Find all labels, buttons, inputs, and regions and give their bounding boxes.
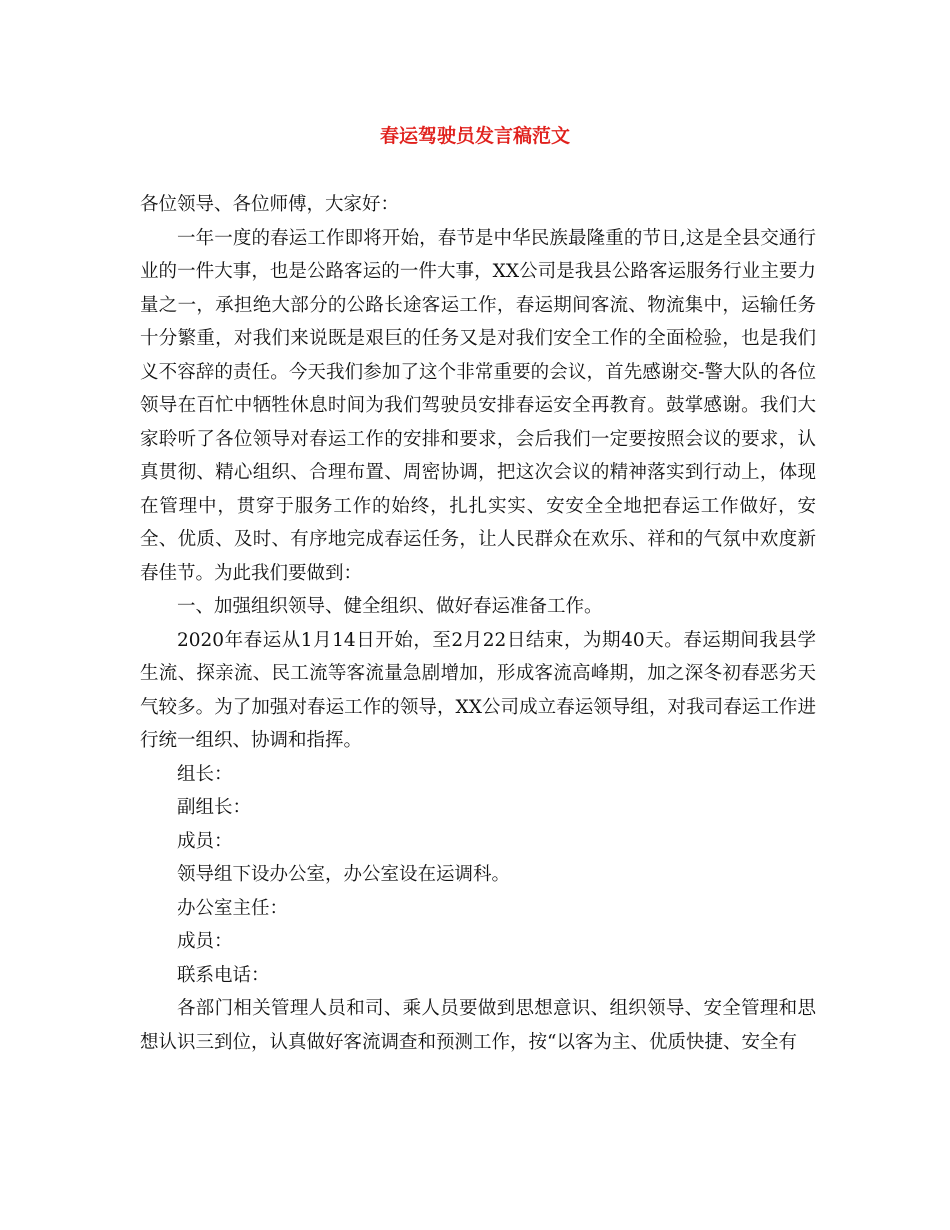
intro-paragraph: 一年一度的春运工作即将开始，春节是中华民族最隆重的节日,这是全县交通行业的一件大事，也是公路客运的一件大事，XX公司是我县公路客运服务行业主要力量之一，承担绝大部分的公路长途客运工作，春运期间客流、物流集中，运输任务十分繁重，对我们来说既是艰巨的任务又是对我们安全工作的全面检验，也是我们义不容辞的责任。今天我们参加了这个非常重要的会议，首先感谢交-警大队的各位领导在百忙中牺牲休息时间为我们驾驶员安排春运安全再教育。鼓掌感谢。我们大家聆听了各位领导对春运工作的安排和要求，会后我们一定要按照会议的要求，认真贯彻、精心组织、合理布置、周密协调，把这次会议的精神落实到行动上，体现在管理中，贯穿于服务工作的始终，扎扎实实、安安全全地把春运工作做好，安全、优质、及时、有序地完成春运任务，让人民群众在欢乐、祥和的气氛中欢度新春佳节。为此我们要做到： [140, 227, 816, 584]
office-director-line: 办公室主任： [177, 897, 289, 919]
schedule-paragraph: 2020年春运从1月14日开始，至2月22日结束，为期40天。春运期间我县学生流、探亲流、民工流等客流量急剧增加，形成客流高峰期，加之深冬初春恶劣天气较多。为了加强对春运工作的领导，XX公司成立春运领导组，对我司春运工作进行统一组织、协调和指挥。 [140, 629, 816, 751]
contact-phone-line: 联系电话： [177, 964, 270, 986]
members-line: 成员： [177, 830, 233, 852]
document-title: 春运驾驶员发言稿范文 [379, 125, 570, 147]
office-members-line: 成员： [177, 931, 233, 952]
office-paragraph: 领导组下设办公室，办公室设在运调科。 [177, 864, 511, 885]
greeting-paragraph: 各位领导、各位师傅，大家好： [140, 194, 400, 215]
requirements-paragraph: 各部门相关管理人员和司、乘人员要做到思想意识、组织领导、安全管理和思想认识三到位，认真做好客流调查和预测工作，按“以客为主、优质快捷、安全有 [140, 998, 816, 1053]
leader-line: 组长： [177, 763, 233, 785]
section-heading-1: 一、加强组织领导、健全组织、做好春运准备工作。 [177, 596, 603, 617]
document-body [140, 188, 816, 1059]
deputy-leader-line: 副组长： [177, 797, 252, 818]
